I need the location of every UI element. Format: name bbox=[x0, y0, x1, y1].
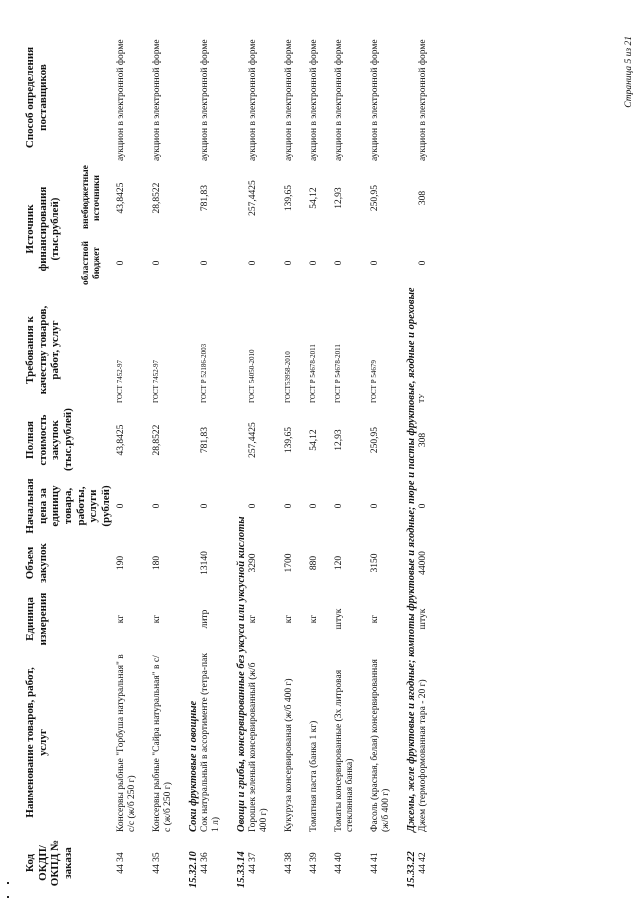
header-method: Способ определения поставщиков bbox=[24, 46, 49, 149]
cell-financing-regional: 0 bbox=[283, 260, 294, 266]
cell-unit: кг bbox=[116, 614, 127, 624]
cell-unit: кг bbox=[152, 614, 163, 624]
cell-name: Джем (термоформованная тара - 20 г) bbox=[417, 679, 428, 832]
section-code: 15.32.10 bbox=[188, 851, 200, 888]
cell-financing-offbudget: 54,12 bbox=[308, 187, 319, 209]
header-total: Полная стоимость закупок (тыс.рублей) bbox=[24, 408, 74, 471]
section-row bbox=[186, 31, 200, 891]
header-unit: Единица измерения bbox=[24, 592, 49, 646]
cell-price: 0 bbox=[369, 503, 380, 509]
cell-requirements: ТУ bbox=[417, 393, 426, 403]
cell-volume: 190 bbox=[116, 555, 127, 571]
cell-financing-offbudget: 308 bbox=[417, 190, 428, 206]
cell-financing-offbudget: 12,93 bbox=[333, 187, 344, 209]
section-title: Джемы, желе фруктовые и ягодные; компоты фруктовые и ягодные; пюре и пасты фруктовые, ягодные и ореховые bbox=[405, 287, 417, 832]
cell-volume: 1700 bbox=[283, 553, 294, 573]
cell-unit: штук bbox=[333, 608, 344, 630]
cell-code: 44 34 bbox=[116, 852, 127, 874]
cell-method: аукцион в электронной форме bbox=[283, 39, 294, 161]
procurement-table bbox=[22, 31, 441, 891]
cell-financing-regional: 0 bbox=[308, 260, 319, 266]
cell-code: 44 36 bbox=[200, 852, 211, 874]
cell-financing-offbudget: 257,4425 bbox=[248, 180, 259, 216]
cell-total: 12,93 bbox=[333, 429, 344, 451]
margin-dot bbox=[7, 896, 9, 898]
table-row bbox=[418, 31, 441, 891]
header-financing-offbudget: внебюджетные источники bbox=[81, 165, 103, 229]
header-financing: Источник финансирования (тыс.рублей) bbox=[24, 186, 62, 272]
cell-total: 257,4425 bbox=[248, 422, 259, 458]
cell-requirements: ГОСТ Р 54678-2011 bbox=[333, 344, 342, 403]
cell-price: 0 bbox=[417, 503, 428, 509]
cell-financing-regional: 0 bbox=[417, 260, 428, 266]
table-row bbox=[282, 31, 307, 891]
cell-name: Консервы рыбные "Горбуша натуральная" в с/с (ж/б 250 г) bbox=[116, 654, 138, 832]
cell-volume: 44000 bbox=[417, 551, 428, 575]
cell-price: 0 bbox=[200, 503, 211, 509]
cell-code: 44 38 bbox=[283, 852, 294, 874]
cell-requirements: ГОСТ Р 54679 bbox=[369, 360, 378, 403]
cell-volume: 120 bbox=[333, 555, 344, 571]
cell-financing-offbudget: 43,8425 bbox=[116, 182, 127, 214]
section-row bbox=[234, 31, 248, 891]
cell-method: аукцион в электронной форме bbox=[333, 39, 344, 161]
cell-requirements: ГОСТ53958-2010 bbox=[283, 351, 292, 403]
cell-total: 28,8522 bbox=[152, 424, 163, 456]
cell-total: 250,95 bbox=[369, 426, 380, 454]
section-title: Соки фруктовые и овощные bbox=[188, 700, 200, 832]
cell-price: 0 bbox=[333, 503, 344, 509]
cell-code: 44 35 bbox=[152, 852, 163, 874]
header-code: Код ОКДП/ ОКПД № заказа bbox=[24, 839, 74, 887]
cell-volume: 3150 bbox=[369, 553, 380, 573]
cell-name: Фасоль (красная, белая) консервированная (ж/б 400 г) bbox=[369, 659, 391, 832]
cell-volume: 13140 bbox=[200, 551, 211, 575]
cell-unit: кг bbox=[308, 614, 319, 624]
cell-requirements: ГОСТ Р 54678-2011 bbox=[308, 344, 317, 403]
cell-total: 308 bbox=[417, 432, 428, 448]
cell-financing-regional: 0 bbox=[116, 260, 127, 266]
cell-code: 44 39 bbox=[308, 852, 319, 874]
cell-price: 0 bbox=[152, 503, 163, 509]
cell-volume: 3290 bbox=[248, 553, 259, 573]
cell-financing-regional: 0 bbox=[200, 260, 211, 266]
cell-total: 781,83 bbox=[200, 426, 211, 454]
cell-financing-regional: 0 bbox=[369, 260, 380, 266]
cell-code: 44 42 bbox=[417, 852, 428, 874]
section-row bbox=[404, 31, 418, 891]
table-row bbox=[368, 31, 404, 891]
header-name: Наименование товаров, работ, услуг bbox=[24, 667, 49, 818]
cell-total: 139,65 bbox=[283, 426, 294, 454]
table-header bbox=[22, 31, 114, 891]
cell-price: 0 bbox=[116, 503, 127, 509]
cell-name: Консервы рыбные "Сайра натуральная" в с/с (ж/б 250 г) bbox=[152, 655, 174, 832]
cell-requirements: ГОСТ 54050-2010 bbox=[248, 349, 257, 403]
cell-financing-regional: 0 bbox=[248, 260, 259, 266]
cell-method: аукцион в электронной форме bbox=[308, 39, 319, 161]
cell-financing-offbudget: 28,8522 bbox=[152, 182, 163, 214]
section-code: 15.33.22 bbox=[405, 851, 417, 888]
cell-financing-offbudget: 250,95 bbox=[369, 184, 380, 212]
table-row bbox=[150, 31, 186, 891]
section-title: Овощи и грибы, консервированные без уксуса или уксусной кислоты bbox=[236, 516, 248, 832]
section-code: 15.33.14 bbox=[236, 851, 248, 888]
cell-price: 0 bbox=[308, 503, 319, 509]
cell-method: аукцион в электронной форме bbox=[417, 39, 428, 161]
cell-unit: кг bbox=[248, 614, 259, 624]
table-row bbox=[248, 31, 282, 891]
page-number: Страница 5 из 21 bbox=[624, 36, 634, 108]
cell-price: 0 bbox=[248, 503, 259, 509]
cell-requirements: ГОСТ 7452-97 bbox=[152, 359, 161, 403]
cell-financing-offbudget: 781,83 bbox=[200, 184, 211, 212]
cell-name: Томаты консервированные (3х литровая стеклянная банка) bbox=[333, 669, 355, 832]
cell-name: Кукуруза консервированая (ж/б 400 г) bbox=[283, 678, 294, 832]
header-volume: Объем закупок bbox=[24, 543, 49, 583]
cell-method: аукцион в электронной форме bbox=[152, 39, 163, 161]
cell-requirements: ГОСТ Р 52186-2003 bbox=[200, 343, 209, 403]
cell-method: аукцион в электронной форме bbox=[369, 39, 380, 161]
cell-code: 44 37 bbox=[248, 852, 259, 874]
table-row bbox=[114, 31, 150, 891]
header-price: Начальная цена за единицу товара, работы, услуги (рублей) bbox=[24, 478, 112, 534]
table-row bbox=[200, 31, 234, 891]
cell-total: 43,8425 bbox=[116, 424, 127, 456]
cell-total: 54,12 bbox=[308, 429, 319, 451]
cell-code: 44 41 bbox=[369, 852, 380, 874]
cell-volume: 180 bbox=[152, 555, 163, 571]
cell-method: аукцион в электронной форме bbox=[200, 39, 211, 161]
cell-unit: штук bbox=[417, 608, 428, 630]
margin-dot bbox=[7, 882, 9, 884]
cell-financing-offbudget: 139,65 bbox=[283, 184, 294, 212]
table-body bbox=[114, 31, 440, 891]
cell-unit: кг bbox=[369, 614, 380, 624]
header-requirements: Требования к качеству товаров, работ, услуг bbox=[24, 305, 62, 395]
cell-name: Горошек зеленый консервированный (ж/б 400 г) bbox=[248, 662, 270, 832]
header-financing-regional: областной бюджет bbox=[81, 241, 103, 285]
cell-unit: литр bbox=[200, 609, 211, 629]
cell-name: Томатная паста (банка 1 кг) bbox=[308, 720, 319, 832]
cell-method: аукцион в электронной форме bbox=[116, 39, 127, 161]
cell-volume: 880 bbox=[308, 555, 319, 571]
cell-requirements: ГОСТ 7452-97 bbox=[116, 359, 125, 403]
cell-unit: кг bbox=[283, 614, 294, 624]
cell-financing-regional: 0 bbox=[333, 260, 344, 266]
cell-financing-regional: 0 bbox=[152, 260, 163, 266]
cell-price: 0 bbox=[283, 503, 294, 509]
table-row bbox=[307, 31, 332, 891]
cell-name: Сок натуральный в ассортименте (тетра-пак 1 л) bbox=[200, 653, 222, 832]
cell-method: аукцион в электронной форме bbox=[248, 39, 259, 161]
table-row bbox=[332, 31, 368, 891]
cell-code: 44 40 bbox=[333, 852, 344, 874]
